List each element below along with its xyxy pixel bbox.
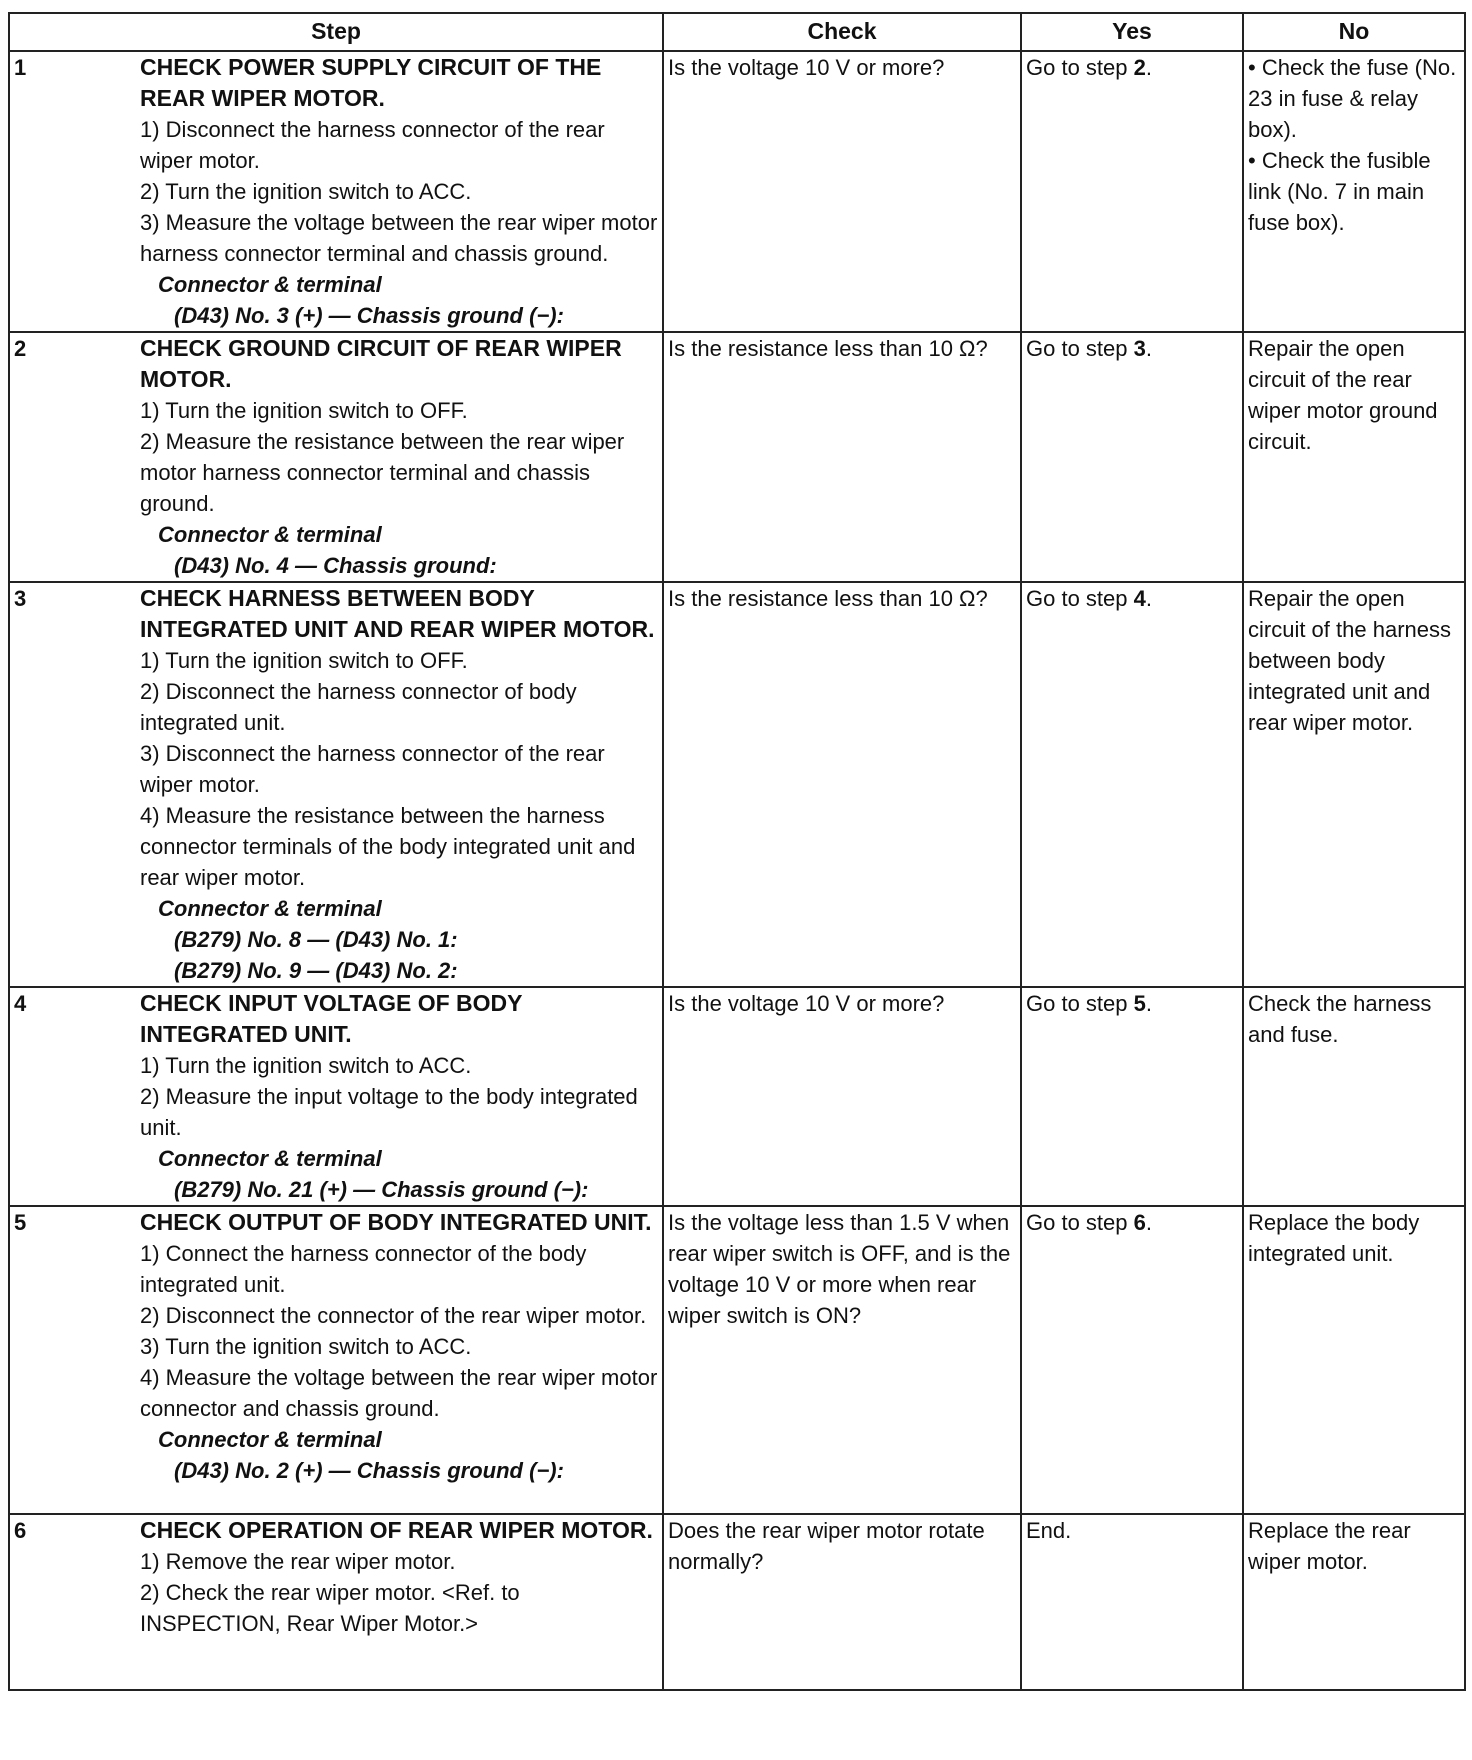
- step-title: CHECK HARNESS BETWEEN BODY INTEGRATED UNIT AND REAR WIPER MOTOR.: [140, 585, 655, 642]
- no-action: Replace the rear wiper motor.: [1248, 1518, 1411, 1574]
- header-no: No: [1243, 13, 1465, 51]
- procedure-step: 2) Disconnect the harness connector of body integrated unit.: [140, 679, 577, 735]
- yes-cell: [1021, 1514, 1243, 1690]
- step-cell: [9, 987, 663, 1206]
- procedure-step: 2) Measure the input voltage to the body integrated unit.: [140, 1084, 638, 1140]
- procedure-step: 2) Turn the ignition switch to ACC.: [140, 179, 472, 204]
- yes-cell: [1021, 1206, 1243, 1514]
- check-cell: Is the voltage 10 V or more?: [663, 51, 1021, 332]
- no-action: Check the harness and fuse.: [1248, 991, 1432, 1047]
- yes-prefix: Go to step: [1026, 991, 1134, 1016]
- step-cell: [9, 332, 663, 582]
- step-title: CHECK POWER SUPPLY CIRCUIT OF THE REAR WIPER MOTOR.: [140, 54, 602, 111]
- step-body: [140, 1515, 662, 1639]
- connector-terminal: (B279) No. 21 (+) — Chassis ground (−):: [174, 1177, 589, 1202]
- procedure-step: 4) Measure the voltage between the rear wiper motor connector and chassis ground.: [140, 1365, 658, 1421]
- step-number: 5: [14, 1210, 27, 1235]
- yes-suffix: .: [1145, 991, 1152, 1016]
- connector-terminal: (D43) No. 2 (+) — Chassis ground (−):: [174, 1458, 564, 1483]
- yes-cell: [1021, 582, 1243, 987]
- table-row: [9, 987, 1465, 1206]
- step-cell: [9, 51, 663, 332]
- yes-cell: [1021, 51, 1243, 332]
- yes-suffix: .: [1145, 55, 1152, 80]
- procedure-step: 2) Check the rear wiper motor. <Ref. to INSPECTION, Rear Wiper Motor.>: [140, 1580, 520, 1636]
- procedure-step: 4) Measure the resistance between the harness connector terminals of the body integrated unit and rear wiper motor.: [140, 803, 636, 890]
- step-body: [140, 333, 662, 581]
- step-number: 6: [14, 1518, 27, 1543]
- procedure-step: 1) Turn the ignition switch to OFF.: [140, 648, 468, 673]
- step-title: CHECK OUTPUT OF BODY INTEGRATED UNIT.: [140, 1209, 652, 1235]
- yes-cell: [1021, 987, 1243, 1206]
- table-row: [9, 582, 1465, 987]
- step-cell: [9, 1514, 663, 1690]
- no-cell: [1243, 582, 1465, 987]
- yes-step-number: 6: [1133, 1210, 1146, 1235]
- step-title: CHECK OPERATION OF REAR WIPER MOTOR.: [140, 1517, 653, 1543]
- yes-prefix: Go to step: [1026, 1210, 1134, 1235]
- table-row: [9, 1206, 1465, 1514]
- step-wrap: [10, 1207, 662, 1486]
- yes-step-number: 5: [1133, 991, 1146, 1016]
- step-wrap: [10, 52, 662, 331]
- no-action: Repair the open circuit of the harness between body integrated unit and rear wiper motor.: [1248, 586, 1451, 735]
- connector-terminal: (D43) No. 4 — Chassis ground:: [174, 553, 497, 578]
- connector-label: Connector & terminal: [158, 272, 382, 297]
- procedure-step: 3) Disconnect the harness connector of the rear wiper motor.: [140, 741, 605, 797]
- step-number: 3: [14, 586, 27, 611]
- step-number: 4: [14, 991, 27, 1016]
- step-title: CHECK INPUT VOLTAGE OF BODY INTEGRATED UNIT.: [140, 990, 523, 1047]
- step-number: 1: [14, 55, 27, 80]
- step-cell: [9, 1206, 663, 1514]
- header-check: Check: [663, 13, 1021, 51]
- step-body: [140, 988, 662, 1205]
- procedure-step: 3) Turn the ignition switch to ACC.: [140, 1334, 472, 1359]
- header-step: Step: [9, 13, 663, 51]
- table-row: [9, 51, 1465, 332]
- check-cell: Is the voltage 10 V or more?: [663, 987, 1021, 1206]
- yes-suffix: .: [1145, 1210, 1152, 1235]
- no-cell: [1243, 1514, 1465, 1690]
- procedure-step: 1) Turn the ignition switch to OFF.: [140, 398, 468, 423]
- no-action: Replace the body integrated unit.: [1248, 1210, 1420, 1266]
- connector-terminal: (B279) No. 9 — (D43) No. 2:: [174, 958, 458, 983]
- procedure-step: 1) Connect the harness connector of the body integrated unit.: [140, 1241, 587, 1297]
- connector-terminal: (B279) No. 8 — (D43) No. 1:: [174, 927, 458, 952]
- no-action: • Check the fuse (No. 23 in fuse & relay box).: [1248, 55, 1457, 142]
- procedure-step: 2) Measure the resistance between the rear wiper motor harness connector terminal and chassis ground.: [140, 429, 625, 516]
- step-body: [140, 52, 662, 331]
- diagnostic-table: [8, 12, 1466, 1691]
- step-wrap: [10, 988, 662, 1205]
- step-wrap: [10, 583, 662, 986]
- yes-prefix: Go to step: [1026, 336, 1134, 361]
- connector-label: Connector & terminal: [158, 896, 382, 921]
- no-action: • Check the fusible link (No. 7 in main fuse box).: [1248, 148, 1431, 235]
- yes-cell: [1021, 332, 1243, 582]
- step-body: [140, 1207, 662, 1486]
- no-cell: [1243, 1206, 1465, 1514]
- check-cell: Is the resistance less than 10 Ω?: [663, 582, 1021, 987]
- step-wrap: [10, 1515, 662, 1639]
- troubleshooting-document: [8, 12, 1464, 1691]
- connector-label: Connector & terminal: [158, 522, 382, 547]
- step-body: [140, 583, 662, 986]
- procedure-step: 1) Turn the ignition switch to ACC.: [140, 1053, 472, 1078]
- yes-step-number: 2: [1133, 55, 1146, 80]
- table-row: [9, 332, 1465, 582]
- procedure-step: 3) Measure the voltage between the rear wiper motor harness connector terminal and chassis ground.: [140, 210, 658, 266]
- connector-label: Connector & terminal: [158, 1146, 382, 1171]
- check-cell: Is the voltage less than 1.5 V when rear wiper switch is OFF, and is the voltage 10 V or more when rear wiper switch is ON?: [663, 1206, 1021, 1514]
- yes-prefix: Go to step: [1026, 586, 1134, 611]
- step-title: CHECK GROUND CIRCUIT OF REAR WIPER MOTOR.: [140, 335, 622, 392]
- no-cell: [1243, 332, 1465, 582]
- yes-prefix: End.: [1026, 1518, 1072, 1543]
- yes-step-number: 3: [1133, 336, 1146, 361]
- yes-step-number: 4: [1133, 586, 1146, 611]
- step-wrap: [10, 333, 662, 581]
- header-row: [9, 13, 1465, 51]
- header-yes: Yes: [1021, 13, 1243, 51]
- step-number: 2: [14, 336, 27, 361]
- no-cell: [1243, 987, 1465, 1206]
- connector-label: Connector & terminal: [158, 1427, 382, 1452]
- no-action: Repair the open circuit of the rear wiper motor ground circuit.: [1248, 336, 1438, 454]
- connector-terminal: (D43) No. 3 (+) — Chassis ground (−):: [174, 303, 564, 328]
- yes-suffix: .: [1145, 336, 1152, 361]
- check-cell: Is the resistance less than 10 Ω?: [663, 332, 1021, 582]
- check-cell: Does the rear wiper motor rotate normally?: [663, 1514, 1021, 1690]
- yes-prefix: Go to step: [1026, 55, 1134, 80]
- table-row: [9, 1514, 1465, 1690]
- yes-suffix: .: [1145, 586, 1152, 611]
- procedure-step: 1) Remove the rear wiper motor.: [140, 1549, 456, 1574]
- procedure-step: 2) Disconnect the connector of the rear wiper motor.: [140, 1303, 647, 1328]
- step-cell: [9, 582, 663, 987]
- procedure-step: 1) Disconnect the harness connector of the rear wiper motor.: [140, 117, 605, 173]
- no-cell: [1243, 51, 1465, 332]
